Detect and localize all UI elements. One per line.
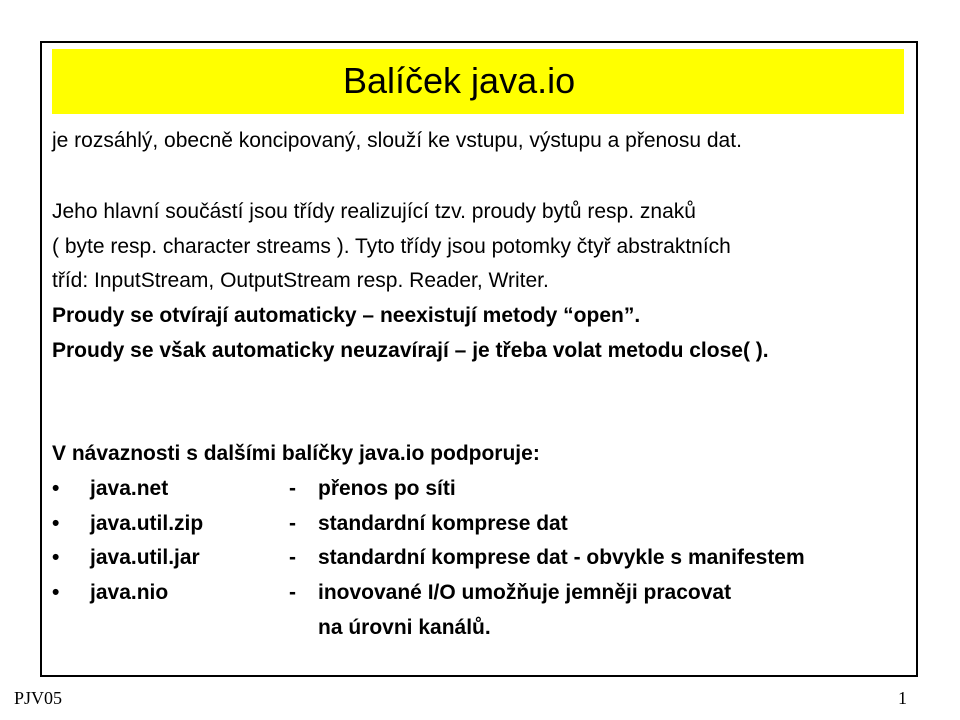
package-name: java.net <box>90 477 169 500</box>
package-description: standardní komprese dat - obvykle s manifestem <box>318 546 805 569</box>
bullet-icon: • <box>52 512 60 535</box>
list-continuation: na úrovni kanálů. <box>318 616 491 639</box>
list-heading: V návaznosti s dalšími balíčky java.io podporuje: <box>52 442 540 465</box>
page-number: 1 <box>898 688 907 708</box>
bullet-icon: • <box>52 477 60 500</box>
slide-title: Balíček java.io <box>343 60 576 101</box>
package-name: java.util.zip <box>90 512 204 535</box>
package-name: java.nio <box>90 581 169 604</box>
item-dash: - <box>289 581 296 604</box>
package-description: přenos po síti <box>318 477 456 500</box>
bold-line-close: Proudy se však automaticky neuzavírají – je třeba volat metodu close( ). <box>52 339 769 362</box>
bold-line-open: Proudy se otvírají automaticky – neexistují metody “open”. <box>52 304 641 327</box>
bullet-icon: • <box>52 546 60 569</box>
package-name: java.util.jar <box>90 546 200 569</box>
paragraph-line-3: tříd: InputStream, OutputStream resp. Reader, Writer. <box>52 269 549 292</box>
package-description: standardní komprese dat <box>318 512 568 535</box>
footer-label: PJV05 <box>14 688 63 708</box>
item-dash: - <box>289 512 296 535</box>
paragraph-line-1: Jeho hlavní součástí jsou třídy realizující tzv. proudy bytů resp. znaků <box>52 200 696 223</box>
intro-text: je rozsáhlý, obecně koncipovaný, slouží ke vstupu, výstupu a přenosu dat. <box>52 129 742 152</box>
bullet-icon: • <box>52 581 60 604</box>
package-description: inovované I/O umožňuje jemněji pracovat <box>318 581 732 604</box>
item-dash: - <box>289 477 296 500</box>
item-dash: - <box>289 546 296 569</box>
paragraph-line-2: ( byte resp. character streams ). Tyto třídy jsou potomky čtyř abstraktních <box>52 235 731 258</box>
